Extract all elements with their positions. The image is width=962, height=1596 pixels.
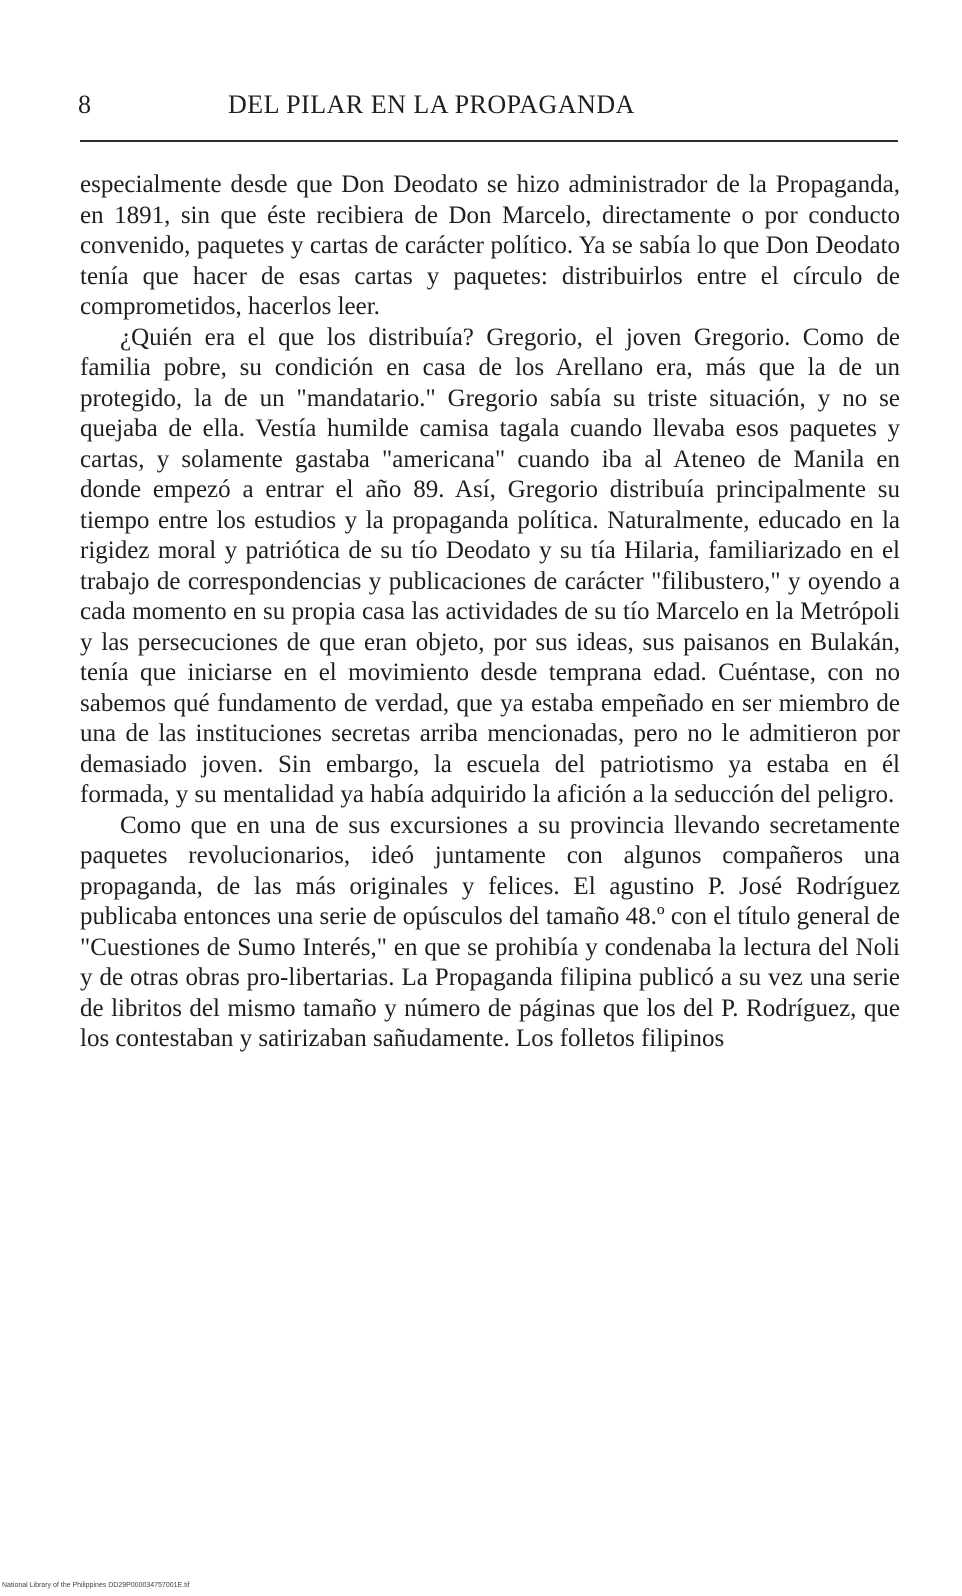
page-number: 8 <box>78 90 91 119</box>
header-rule <box>80 140 898 142</box>
paragraph-2: ¿Quién era el que los distribuía? Gregorio, el joven Gregorio. Como de familia pobre, su condición en casa de los Arellano era, más que la de un protegido, la de un "mandatario." Gregorio sabía su triste situación, y no se quejaba de ella. Vestía humilde camisa tagala cuando llevaba esos paquetes y cartas, y solamente gastaba "americana" cuando iba al Ateneo de Manila en donde empezó a entrar el año 89. Así, Gregorio distribuía principalmente su tiempo entre los estudios y la propaganda política. Naturalmente, educado en la rigidez moral y patriótica de su tío Deodato y su tía Hilaria, familiarizado en el trabajo de correspondencias y publicaciones de carácter "filibustero," y oyendo a cada momento en su propia casa las actividades de su tío Marcelo en la Metrópoli y las persecuciones de que eran objeto, por sus ideas, sus paisanos en Bulakán, tenía que iniciarse en el movimiento desde temprana edad. Cuéntase, con no sabemos qué fundamento de verdad, que ya estaba empeñado en ser miembro de una de las instituciones secretas arriba mencionadas, pero no le admitieron por demasiado joven. Sin embargo, la escuela del patriotismo ya estaba en él formada, y su mentalidad ya había adquirido la afición a la seducción del peligro. <box>80 323 900 808</box>
body-text <box>80 170 900 1055</box>
running-title: DEL PILAR EN LA PROPAGANDA <box>228 90 635 119</box>
paragraph-1: especialmente desde que Don Deodato se hizo administrador de la Propaganda, en 1891, sin que éste recibiera de Don Marcelo, directamente o por conducto convenido, paquetes y cartas de carácter político. Ya se sabía lo que Don Deodato tenía que hacer de esas cartas y paquetes: distribuirlos entre el círculo de comprometidos, hacerlos leer. <box>80 171 900 320</box>
page-header <box>78 90 898 130</box>
scan-credit: National Library of the Philippines DD29P000034757001E.tif <box>2 1582 190 1589</box>
paragraph-3: Como que en una de sus excursiones a su provincia llevando secretamente paquetes revolucionarios, ideó juntamente con algunos compañeros una propaganda, de las más originales y felices. El agustino P. José Rodríguez publicaba entonces una serie de opúsculos del tamaño 48.º con el título general de "Cuestiones de Sumo Interés," en que se prohibía y condenaba la lectura del Noli y de otras obras pro-libertarias. La Propaganda filipina publicó a su vez una serie de libritos del mismo tamaño y número de páginas que los del P. Rodríguez, que los contestaban y satirizaban sañudamente. Los folletos filipinos <box>80 811 900 1052</box>
